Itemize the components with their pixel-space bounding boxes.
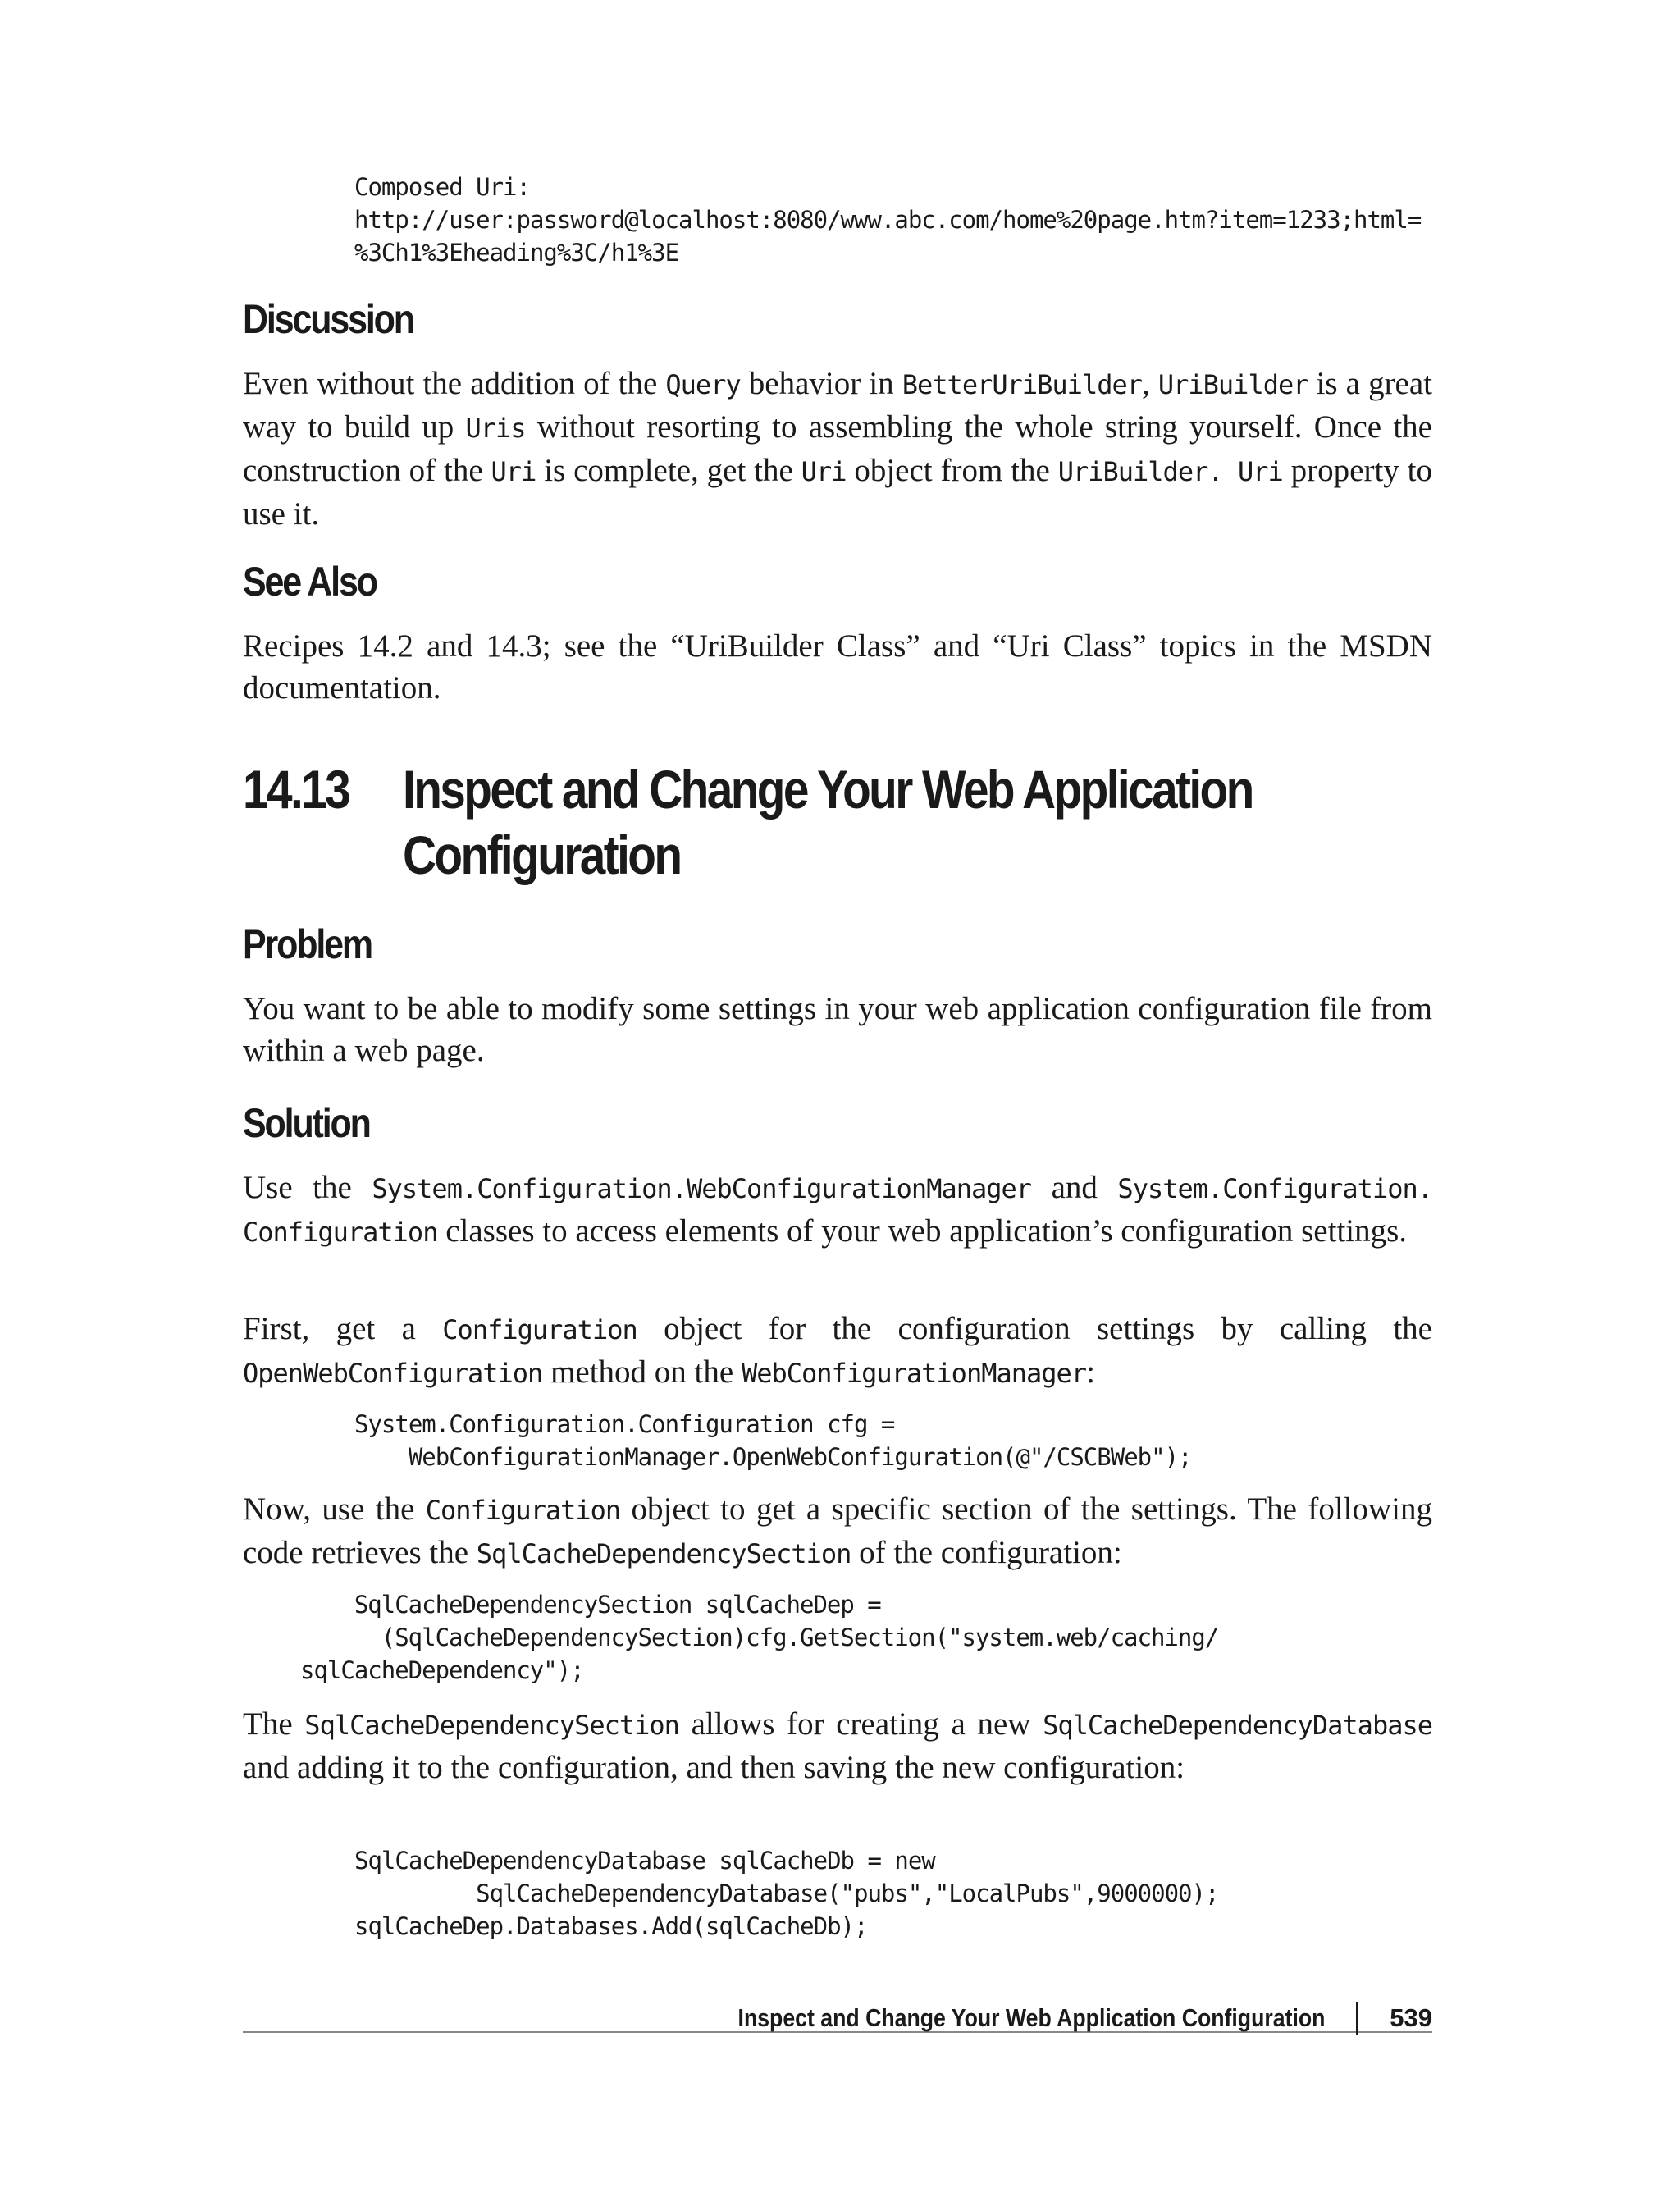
code-text: System.Configuration.Configuration cfg = WebConfigurationManager.OpenWebConfiguration(@"/CSCBWeb"); [354, 1410, 1192, 1471]
footer-separator [1356, 2002, 1358, 2035]
code-block-open-config [354, 1408, 1544, 1473]
code-text: SqlCacheDependencyDatabase sqlCacheDb = new SqlCacheDependencyDatabase("pubs","LocalPubs",9000000); sqlCacheDep.Databases.Add(sqlCacheDb); [354, 1847, 1219, 1940]
discussion-heading [243, 295, 1432, 343]
see-also-paragraph [243, 625, 1432, 709]
page-number: 539 [1390, 2003, 1432, 2032]
section-heading: Solution [243, 1100, 370, 1146]
section-number: 14.13 [243, 759, 349, 820]
section-title: Inspect and Change Your Web Application Configuration [403, 759, 1253, 885]
chapter-section-title [243, 756, 1432, 888]
code-text: SqlCacheDependencySection sqlCacheDep = (SqlCacheDependencySection)cfg.GetSection("system.web/caching/ sqlCacheDependency"); [300, 1591, 1219, 1684]
section-heading: See Also [243, 559, 377, 605]
code-block-add-database [354, 1844, 1544, 1943]
paragraph: Recipes 14.2 and 14.3; see the “UriBuilder Class” and “Uri Class” topics in the MSDN documentation. [243, 628, 1432, 706]
section-heading: Discussion [243, 296, 413, 342]
problem-paragraph [243, 988, 1432, 1071]
problem-heading [243, 920, 1432, 968]
paragraph: Even without the addition of the Query behavior in BetterUriBuilder, UriBuilder is a great way to build up Uris without resorting to assembling the whole string yourself. Once the construction of the Uri is complete, get the Uri object from the UriBuilder. Uri property to use it. [243, 366, 1433, 532]
see-also-heading [243, 558, 1432, 605]
paragraph: Now, use the Configuration object to get a specific section of the settings. The following code retrieves the SqlCacheDependencySection of the configuration: [243, 1491, 1432, 1570]
discussion-paragraph [243, 363, 1432, 535]
paragraph: You want to be able to modify some settings in your web application configuration file from within a web page. [243, 991, 1432, 1068]
section-heading: Problem [243, 921, 372, 967]
solution-paragraph-4 [243, 1703, 1432, 1788]
solution-heading [243, 1099, 1432, 1147]
page-footer [642, 2002, 1432, 2035]
code-block-composed-uri [354, 171, 1544, 269]
running-footer-title: Inspect and Change Your Web Application Configuration [737, 2003, 1326, 2032]
solution-paragraph-3 [243, 1488, 1432, 1575]
paragraph: First, get a Configuration object for the configuration settings by calling the OpenWebConfiguration method on the WebConfigurationManager: [243, 1311, 1432, 1390]
solution-paragraph-2 [243, 1308, 1432, 1395]
solution-paragraph-1 [243, 1167, 1432, 1254]
paragraph: Use the System.Configuration.WebConfigurationManager and System.Configuration. Configuration classes to access elements of your web application’s configuration settings. [243, 1170, 1432, 1249]
paragraph: The SqlCacheDependencySection allows for creating a new SqlCacheDependencyDatabase and adding it to the configuration, and then saving the new configuration: [243, 1706, 1432, 1785]
code-text: Composed Uri: http://user:password@localhost:8080/www.abc.com/home%20page.htm?item=1233;html= %3Ch1%3Eheading%3C/h1%3E [354, 173, 1422, 267]
code-block-get-section [300, 1588, 1490, 1687]
